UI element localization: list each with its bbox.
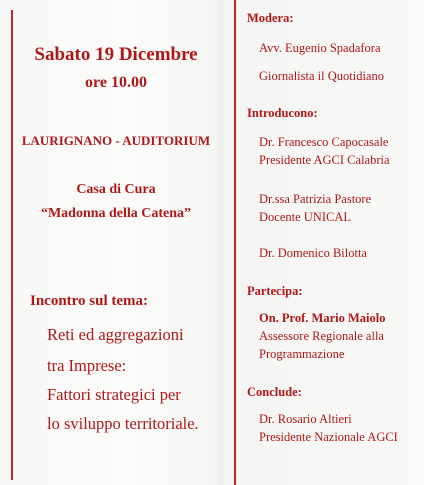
concluder-name: Dr. Rosario Altieri — [259, 412, 352, 426]
theme-heading: Incontro sul tema: — [30, 293, 149, 309]
venue-line-1: Casa di Cura — [76, 182, 156, 197]
theme-line-3: Fattori strategici per — [47, 385, 181, 404]
moderator-heading: Modera: — [247, 11, 294, 25]
intro-1-role: Presidente AGCI Calabria — [259, 153, 390, 167]
participates-heading: Partecipa: — [247, 284, 303, 298]
right-red-rule — [234, 0, 236, 485]
moderator-role: Giornalista il Quotidiano — [259, 69, 384, 83]
page-fold — [216, 0, 226, 485]
intro-heading: Introducono: — [247, 106, 318, 120]
participant-role-1: Assessore Regionale alla — [259, 329, 384, 343]
event-location: LAURIGNANO - AUDITORIUM — [21, 133, 211, 148]
event-date: Sabato 19 Dicembre — [34, 44, 198, 65]
venue-line-2: “Madonna della Catena” — [40, 206, 192, 221]
theme-line-1: Reti ed aggregazioni — [47, 325, 184, 344]
intro-1-name: Dr. Francesco Capocasale — [259, 135, 389, 149]
intro-2-role: Docente UNICAL — [259, 210, 351, 224]
event-time: ore 10.00 — [85, 74, 147, 91]
theme-line-2: tra Imprese: — [47, 356, 127, 375]
moderator-name: Avv. Eugenio Spadafora — [259, 41, 381, 55]
concludes-heading: Conclude: — [247, 385, 302, 399]
intro-3-name: Dr. Domenico Bilotta — [259, 246, 367, 260]
concluder-role: Presidente Nazionale AGCI — [259, 430, 398, 444]
participant-name: On. Prof. Mario Maiolo — [259, 311, 386, 325]
theme-line-4: lo sviluppo territoriale. — [47, 414, 199, 433]
participant-role-2: Programmazione — [259, 347, 345, 361]
intro-2-name: Dr.ssa Patrizia Pastore — [259, 192, 372, 206]
left-red-rule — [11, 10, 13, 480]
